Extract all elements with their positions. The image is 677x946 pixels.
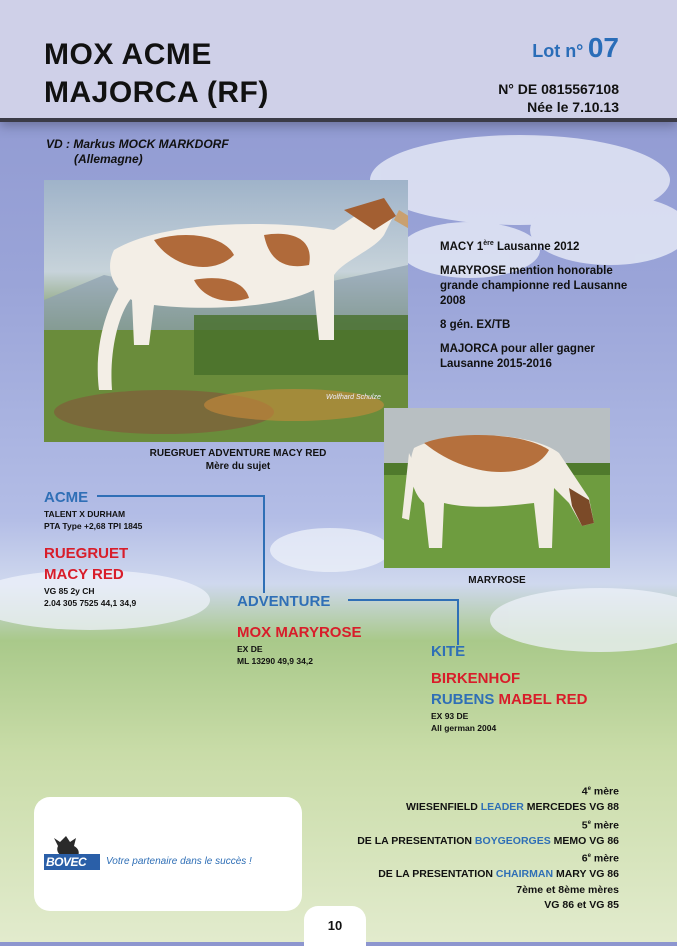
connector-adventure-h (348, 599, 459, 601)
bovec-slogan: Votre partenaire dans le succès ! (106, 856, 252, 867)
granddam-photo (384, 408, 610, 568)
mother-6-label-txt: mère (590, 852, 619, 865)
registration-number: N° DE 0815567108 (498, 81, 619, 97)
mother-5-label-txt: mère (590, 819, 619, 831)
great-granddam-info-2: All german 2004 (431, 723, 497, 733)
mother-4-sire: LEADER (480, 801, 524, 813)
granddam-caption: MARYROSE (468, 575, 526, 586)
dam-caption (44, 447, 432, 473)
dam-name-line-2: MACY RED (44, 566, 124, 583)
dam-name-line-1: RUEGRUET (44, 545, 129, 562)
page-number: 10 (304, 906, 366, 946)
lot-number: 07 (587, 32, 619, 63)
sire-info-1: TALENT X DURHAM (44, 509, 126, 519)
mother-5-sire: BOYGEORGES (474, 834, 551, 847)
animal-ids (498, 80, 619, 116)
dam-caption-name: RUEGRUET ADVENTURE MACY RED (149, 448, 327, 459)
ancestors-block (357, 782, 619, 914)
title-line-2: MAJORCA (RF) (44, 76, 269, 109)
page-title (44, 36, 269, 112)
breeder-line-1: VD : Markus MOCK MARKDORF (46, 137, 229, 151)
great-granddam-block (431, 668, 587, 734)
mother-5-label (357, 816, 619, 834)
great-granddam-name: MABEL RED (494, 691, 588, 708)
mother-4-suffix: MERCEDES VG 88 (523, 801, 619, 813)
dam-block (44, 543, 136, 609)
dam-cow-illustration (44, 180, 408, 442)
lot-label: Lot n° (532, 41, 584, 61)
dam-info-1: VG 85 2y CH (44, 586, 95, 596)
highlights-block (440, 236, 630, 381)
dam-caption-role: Mère du sujet (205, 461, 271, 472)
mothers-7-8-value: VG 86 et VG 85 (544, 899, 619, 911)
mother-5-label-sup: e (587, 819, 591, 826)
mother-5-label-num: 5 (581, 819, 588, 831)
highlight-1-post: Lausanne 2012 (493, 240, 580, 253)
mother-5-prefix: DE LA PRESENTATION (357, 834, 475, 847)
mother-4-label (357, 782, 619, 800)
photo-watermark: Wolfhard Schulze (326, 394, 381, 401)
mother-4-prefix: WIESENFIELD (406, 801, 481, 813)
mother-6-label-sup: e (587, 853, 591, 859)
mother-4-label-sup: e (587, 786, 591, 792)
granddam-block (237, 622, 361, 667)
title-line-1: MOX ACME (44, 38, 212, 71)
great-granddam-line-2 (431, 689, 587, 710)
highlight-1-text: MACY 1 (440, 240, 484, 253)
great-granddam-sire: RUBENS (431, 691, 495, 708)
sire-block (44, 487, 142, 532)
highlight-lausanne-2012 (440, 236, 630, 255)
granddam-name: MOX MARYROSE (237, 624, 362, 641)
dam-photo (44, 180, 408, 442)
granddam-cow-illustration (384, 408, 610, 568)
mgs-name: ADVENTURE (237, 593, 331, 610)
mggs-name: KITE (431, 643, 466, 660)
great-granddam-line-1: BIRKENHOF (431, 670, 521, 687)
mother-5-value (357, 834, 619, 850)
lot-badge (532, 32, 619, 64)
mother-6-label (357, 849, 619, 867)
granddam-info-2: ML 13290 49,9 34,2 (237, 656, 313, 666)
mother-4-value (357, 800, 619, 816)
mother-4-label-num: 4 (581, 785, 588, 798)
mother-6-value (357, 867, 619, 883)
header-divider (0, 118, 677, 122)
sire-info-2: PTA Type +2,68 TPI 1845 (44, 521, 143, 531)
mother-6-suffix: MARY VG 86 (553, 868, 619, 880)
breeder-line-2: (Allemagne) (74, 152, 143, 166)
dam-info-2: 2.04 305 7525 44,1 34,9 (44, 598, 137, 608)
mother-5-suffix: MEMO VG 86 (550, 834, 619, 847)
mother-6-sire: CHAIRMAN (495, 868, 554, 880)
mothers-7-8-label: 7ème et 8ème mères (516, 883, 619, 896)
highlight-1-sup: ère (483, 240, 494, 247)
highlight-majorca-goal: MAJORCA pour aller gagner Lausanne 2015-2016 (440, 342, 595, 370)
mother-6-label-num: 6 (581, 852, 588, 865)
mother-6-prefix: DE LA PRESENTATION (378, 868, 496, 880)
highlight-generations: 8 gén. EX/TB (440, 318, 511, 331)
granddam-info-1: EX DE (237, 644, 263, 654)
great-granddam-info-1: EX 93 DE (431, 711, 469, 721)
breeder-info (46, 137, 229, 167)
connector-acme-v (263, 495, 265, 593)
birth-date: Née le 7.10.13 (527, 99, 619, 115)
mother-4-label-txt: mère (590, 785, 619, 798)
sire-name: ACME (44, 489, 89, 506)
highlight-maryrose-mention: MARYROSE mention honorable grande championne red Lausanne 2008 (440, 264, 628, 307)
bovec-brand: BOVEC (46, 855, 87, 869)
connector-adventure-v (457, 599, 459, 645)
